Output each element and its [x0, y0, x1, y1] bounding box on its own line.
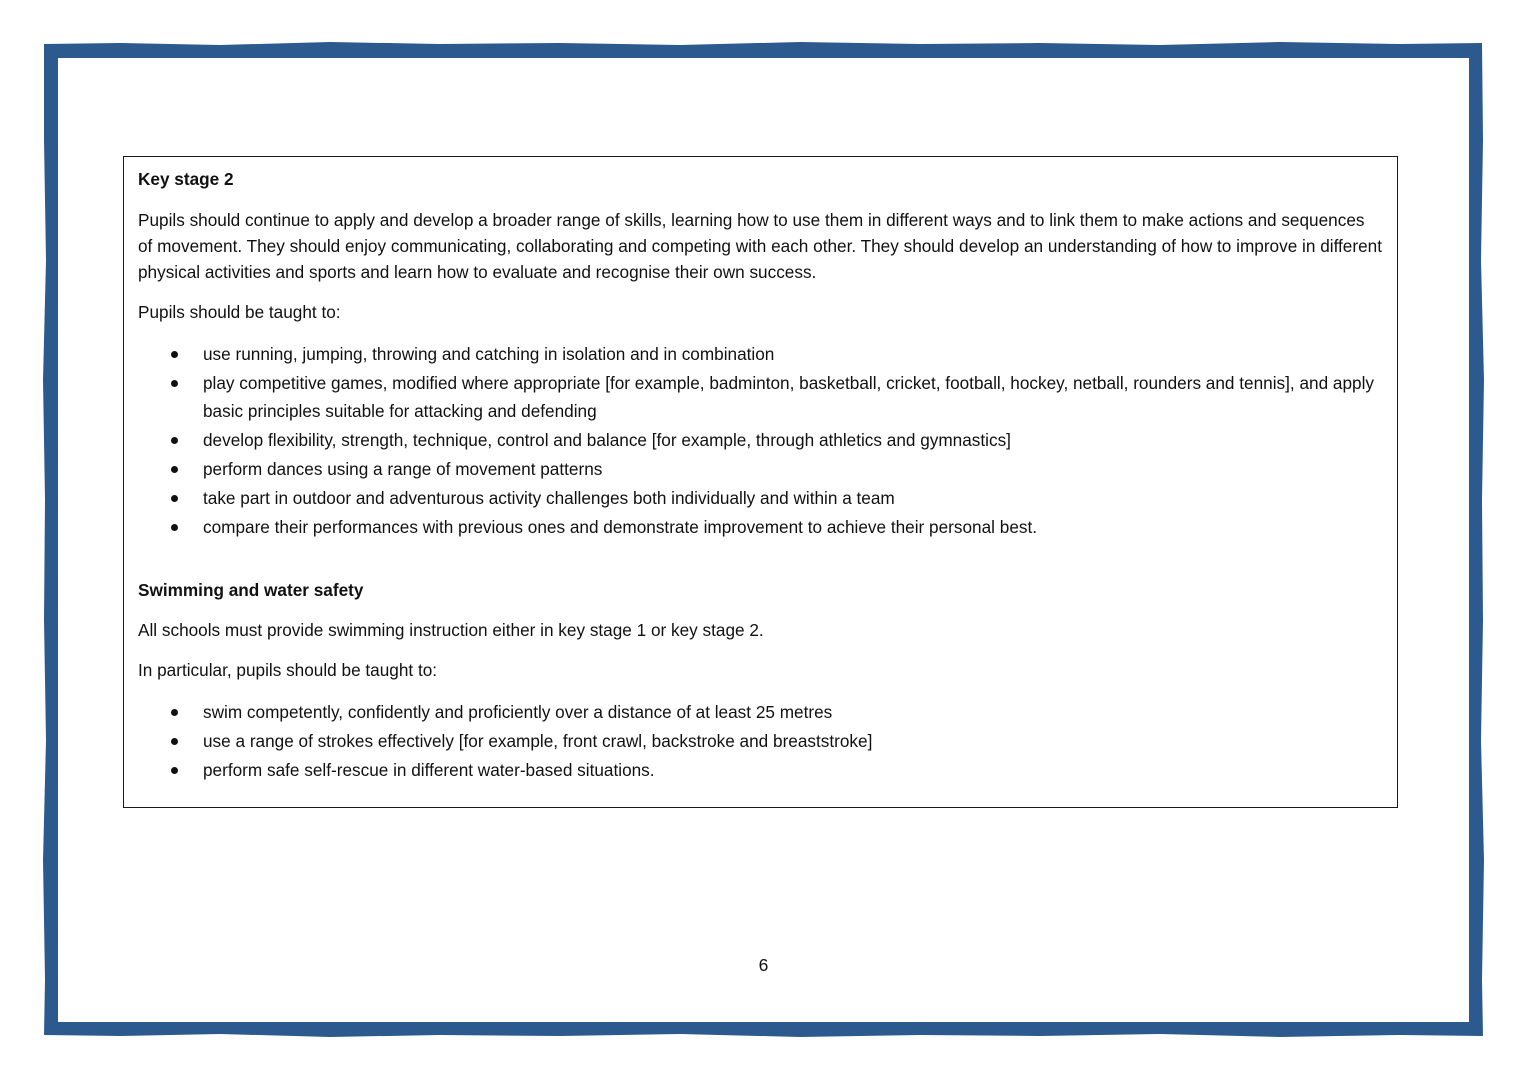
- list-item: [138, 513, 1383, 541]
- swimming-statement: All schools must provide swimming instruction either in key stage 1 or key stage 2.: [138, 620, 764, 640]
- list-item-text: play competitive games, modified where appropriate [for example, badminton, basketball, cricket, football, hockey, netball, rounders and tennis], and apply basic principles suitable for attacking and defending: [203, 373, 1374, 421]
- bullet-icon: [171, 767, 178, 774]
- list-item: [138, 698, 1383, 726]
- list-item: [138, 484, 1383, 512]
- list-item-text: perform safe self-rescue in different water-based situations.: [203, 760, 655, 780]
- page-number: 6: [758, 955, 769, 975]
- list-item: [138, 426, 1383, 454]
- list-item: [138, 455, 1383, 483]
- key-stage-2-list: [138, 340, 1383, 541]
- list-item: [138, 369, 1383, 425]
- key-stage-2-lead: Pupils should be taught to:: [138, 302, 341, 322]
- bullet-icon: [171, 380, 178, 387]
- bullet-icon: [171, 738, 178, 745]
- list-item-text: swim competently, confidently and proficiently over a distance of at least 25 metres: [203, 702, 833, 722]
- key-stage-2-heading: Key stage 2: [138, 169, 234, 189]
- bullet-icon: [171, 524, 178, 531]
- list-item: [138, 340, 1383, 368]
- bullet-icon: [171, 709, 178, 716]
- list-item-text: use running, jumping, throwing and catching in isolation and in combination: [203, 344, 775, 364]
- list-item-text: take part in outdoor and adventurous activity challenges both individually and within a team: [203, 488, 895, 508]
- list-item: [138, 756, 1383, 784]
- list-item: [138, 727, 1383, 755]
- bullet-icon: [171, 466, 178, 473]
- key-stage-2-intro: Pupils should continue to apply and develop a broader range of skills, learning how to use them in different ways and to link them to make actions and sequences of movement. They should enjoy communicating, collaborating and competing with each other. They should develop an understanding of how to improve in different physical activities and sports and learn how to evaluate and recognise their own success.: [138, 210, 1382, 282]
- list-item-text: perform dances using a range of movement patterns: [203, 459, 603, 479]
- bullet-icon: [171, 351, 178, 358]
- list-item-text: develop flexibility, strength, technique, control and balance [for example, through athletics and gymnastics]: [203, 430, 1011, 450]
- list-item-text: compare their performances with previous ones and demonstrate improvement to achieve their personal best.: [203, 517, 1038, 537]
- curriculum-content-box: [123, 156, 1398, 808]
- swimming-heading: Swimming and water safety: [138, 580, 364, 600]
- list-item-text: use a range of strokes effectively [for example, front crawl, backstroke and breaststroke]: [203, 731, 873, 751]
- bullet-icon: [171, 437, 178, 444]
- swimming-list: [138, 698, 1383, 784]
- bullet-icon: [171, 495, 178, 502]
- swimming-lead: In particular, pupils should be taught to:: [138, 660, 438, 680]
